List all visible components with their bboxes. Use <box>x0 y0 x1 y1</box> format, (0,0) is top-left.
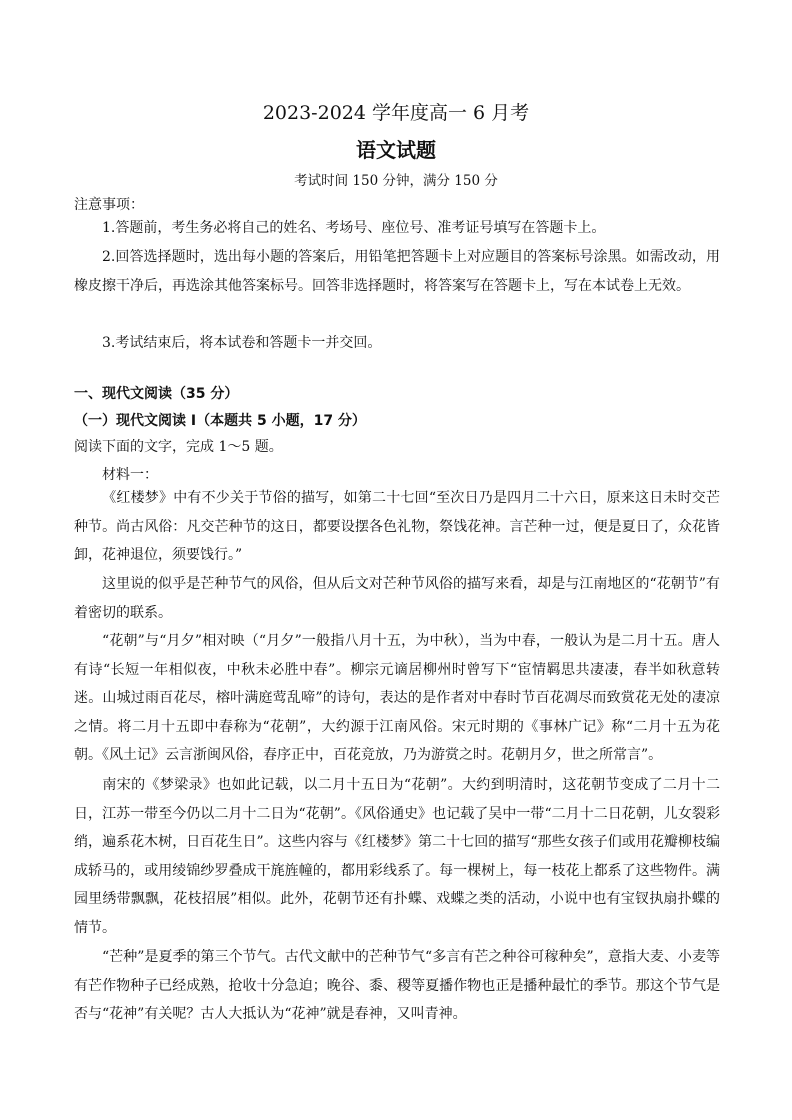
paragraph-text: “花朝”与“月夕”相对映（“月夕”一般指八月十五，为中秋），当为中春，一般认为是二月十五。唐人有诗“长短一年相似夜，中秋未必胜中春”。柳宗元谪居柳州时曾写下“宦情羁思共凄凄，春半如秋意转迷。山城过雨百花尽，榕叶满庭莺乱啼”的诗句，表达的是作者对中春时节百花凋尽而致赏花无处的凄凉之情。将二月十五即中春称为“花朝”，大约源于江南风俗。宋元时期的《事林广记》称“二月十五为花朝。《风土记》云言浙闽风俗，春序正中，百花竞放，乃为游赏之时。花朝月夕，世之所常言”。 <box>74 633 720 764</box>
paragraph-text: 这里说的似乎是芒种节气的风俗，但从后文对芒种节风俗的描写来看，却是与江南地区的“花朝节”有着密切的联系。 <box>74 576 720 621</box>
notice-item <box>74 214 720 243</box>
body-paragraph <box>74 943 720 1029</box>
paragraph-text: 《红楼梦》中有不少关于节俗的描写，如第二十七回“至次日乃是四月二十六日，原来这日未时交芒种节。尚古风俗：凡交芒种节的这日，都要设摆各色礼物，祭饯花神。言芒种一过，便是夏日了，众花皆卸，花神退位，须要饯行。” <box>74 490 720 564</box>
material-label: 材料一： <box>102 467 158 483</box>
notice-item-text: 1.答题前，考生务必将自己的姓名、考场号、座位号、准考证号填写在答题卡上。 <box>102 220 606 236</box>
subject-title: 语文试题 <box>356 138 436 162</box>
body-paragraph <box>74 570 720 627</box>
notice-heading: 注意事项： <box>74 197 144 213</box>
paragraph-text: 南宋的《梦梁录》也如此记载，以二月十五日为“花朝”。大约到明清时，这花朝节变成了二月十二日，江苏一带至今仍以二月十二日为“花朝”。《风俗通史》也记载了吴中一带“二月十二日花朝，儿女裂彩绡，遍系花木树，日百花生日”。这些内容与《红楼梦》第二十七回的描写“那些女孩子们或用花瓣柳枝编成轿马的，或用绫锦纱罗叠成干旄旌幢的，都用彩线系了。每一棵树上，每一枝花上都系了这些物件。满园里绣带飘飘，花枝招展”相似。此外，花朝节还有扑蝶、戏蝶之类的活动，小说中也有宝钗执扇扑蝶的情节。 <box>74 777 720 936</box>
notice-item-text: 2.回答选择题时，选出每小题的答案后，用铅笔把答题卡上对应题目的答案标号涂黑。如需改动，用橡皮擦干净后，再选涂其他答案标号。回答非选择题时，将答案写在答题卡上，写在本试卷上无效。 <box>74 249 720 294</box>
body-paragraph <box>74 627 720 770</box>
notice-item-text: 3.考试结束后，将本试卷和答题卡一并交回。 <box>102 335 382 351</box>
reading-instruction: 阅读下面的文字，完成 1～5 题。 <box>74 439 283 455</box>
exam-title: 2023-2024 学年度高一 6 月考 <box>262 102 530 124</box>
body-paragraph <box>74 484 720 570</box>
section-subheading: （一）现代文阅读 I（本题共 5 小题，17 分） <box>74 413 366 429</box>
notice-item <box>74 243 720 300</box>
section-heading: 一、现代文阅读（35 分） <box>74 386 239 402</box>
time-info: 考试时间 150 分钟，满分 150 分 <box>294 173 498 189</box>
body-paragraph <box>74 771 720 943</box>
paragraph-text: “芒种”是夏季的第三个节气。古代文献中的芒种节气“多言有芒之种谷可稼种矣”，意指大麦、小麦等有芒作物种子已经成熟，抢收十分急迫；晚谷、黍、稷等夏播作物也正是播种最忙的季节。那这个节气是否与“花神”有关呢？古人大抵认为“花神”就是春神，又叫青神。 <box>74 949 720 1023</box>
notice-item <box>74 329 720 358</box>
